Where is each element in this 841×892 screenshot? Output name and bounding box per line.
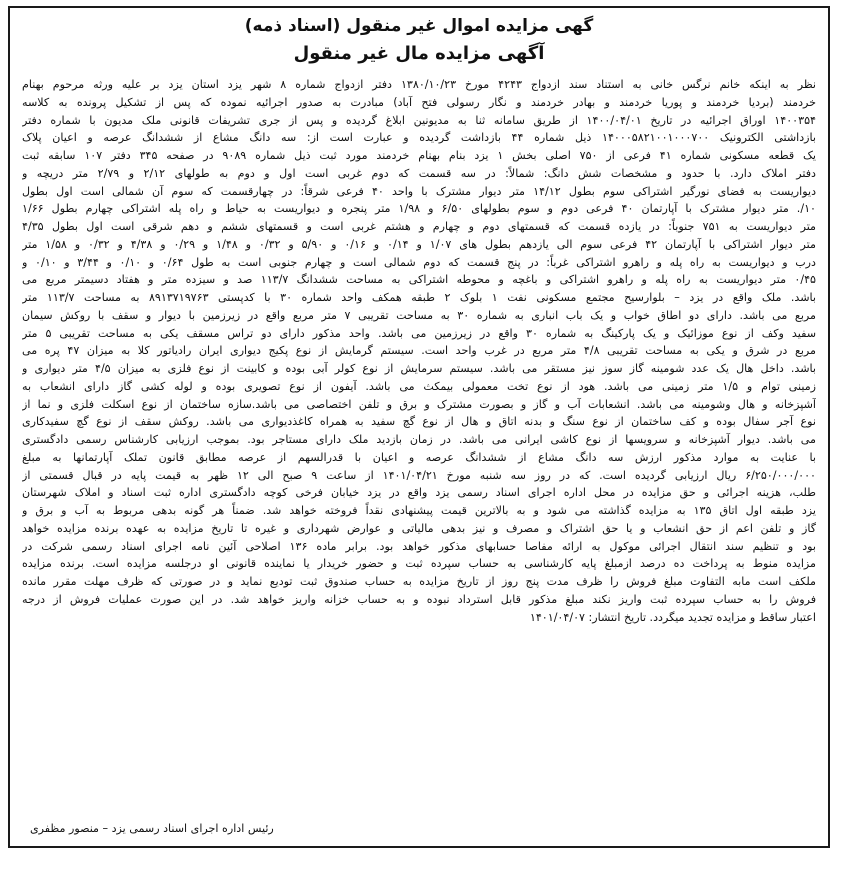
notice-line: نوع آجر سفال بوده و کف ساختمان از نوع سنگ و بدنه اتاق و هال از نوع گچ سفید به همراه کاغذدیواری می باشد. روکش سقف از نوع گچ سفیدکاری [22, 415, 816, 429]
notice-line: مربع می باشد. دارای دو اطاق خواب و یک باب انباری به شماره ۳۰ به مساحت تقریبی ۷ متر مربع واقع در زیرزمین با دیوار و سقف با روکش سیمان [22, 308, 816, 322]
notice-line: می باشد. دیوار آشپزخانه و سرویسها از نوع کاشی ایرانی می باشد. در زمان بازدید ملک دارای مستاجر بود. بموجب ارزیابی کارشناس رسمی دادگستری [22, 433, 816, 446]
notice-line: ۶/۲۵۰/۰۰۰/۰۰۰ ریال ارزیابی گردیده است. که در روز سه شنبه مورخ ۱۴۰۱/۰۴/۲۱ از ساعت ۹ صبح الی ۱۲ ظهر به قیمت پایه در قبال قسمتی از [22, 468, 816, 482]
notice-line: نظر به اینکه خانم نرگس خانی به استناد سند ازدواج ۴۲۴۳ مورخ ۱۳۸۰/۱۰/۲۳ دفتر ازدواج شماره ۸ شهر یزد استان یزد بر علیه ورثه مرحوم بهنام [22, 78, 816, 91]
notice-line: باشد. داخل هال یک عدد شومینه گاز سوز نیز مستقر می باشد. سیستم سرمایش از نوع کولر آبی بوده و کابینت از نوع فلزی به میزان ۴/۵ متر دیواری و [22, 362, 816, 375]
notice-subtitle: آگهی مزایده مال غیر منقول [293, 43, 545, 64]
auction-notice [8, 6, 830, 848]
notice-signature-row [22, 820, 816, 840]
notice-signature: رئیس اداره اجرای اسناد رسمی یزد – منصور مظفری [30, 822, 274, 835]
notice-line: بود و تنظیم سند انتقال اجرائی موکول به ارائه مفاصا حسابهای مذکور خواهد بود. برابر ماده ۱۳۶ اصلاحی آئین نامه اجرای اسناد رسمی شرکت در [22, 539, 816, 553]
notice-line: ۰/۴۵ متر دیواریست به راه پله و راهرو اشتراکی و باغچه و محوطه اشتراکی به مساحت ششدانگ ۱۱۳/۷ صد و سیزده متر و هفتاد دسیمتر مربع می [22, 273, 816, 287]
notice-line: ۱۰/. متر دیوار مشترک با آپارتمان ۴۰ فرعی دوم و سوم بطولهای ۶/۵۰ و ۱/۹۸ متر پنجره و دیواریست به حیاط و راه پله اشتراکی چهارم بطول ۱/۶۶ [22, 202, 816, 216]
notice-line: زمینی توام و ۱/۵ متر زمینی می باشد. هود از نوع تخت معمولی بیمکث می باشد. آیفون از نوع تصویری بوده و لوله کشی گاز دارای انشعاب به [22, 379, 816, 393]
notice-line: درب و دیواریست به راه پله و راهرو اشتراکی غرباً: در پنج قسمت که دوم شمالی است و چهارم جنوبی است به طول ۰/۶۴ و ۰/۱۰ و ۳/۴۴ و ۰/۱۰ و [22, 255, 816, 269]
notice-line: متر دیواریست به ۷۵۱ جنوباً: در یازده قسمت که قسمتهای دوم و چهارم و هشتم غربی است و قسمتهای ششم و دهم شرقی است اول بطول ۴/۳۵ [22, 220, 816, 233]
notice-line: متر دیوار اشتراکی با آپارتمان ۴۲ فرعی سوم الی یازدهم بطول های ۱/۰۷ و ۰/۱۴ و ۰/۱۶ و ۵/۹۰ و ۰/۳۲ و ۱/۴۸ و ۰/۲۹ و ۴/۳۸ و ۰/۳۲ و ۱/۵۸ متر [22, 237, 816, 251]
notice-line: طلب، هزینه اجرائی و حق مزایده در محل اداره اجرای اسناد رسمی یزد واقع در یزد خیابان فرخی کوچه دادگستری اداره ثبت اسناد و املاک شهرستان [22, 486, 816, 500]
notice-line: اعتبار ساقط و مزایده تجدید میگردد. تاریخ انتشار: ۱۴۰۱/۰۴/۰۷ [529, 610, 816, 624]
notice-line: فروش را به حساب سپرده ثبت واریز نکند مبلغ مذکور قابل استرداد نبوده و به حساب خزانه واریز خواهد شد. در این صورت عملیات فروش از درجه [22, 592, 816, 606]
notice-line: خردمند (بردیا خردمند و پوریا خردمند و بهادر خردمند و نگار رسولی فتح آباد) مبادرت به صدور اجرائیه نموده که پس از تشکیل پرونده به کلاسه [22, 95, 816, 109]
notice-line: مربع در شرق و یکی به مساحت تقریبی ۴/۸ متر مربع در غرب واحد است. سیستم گرمایش از نوع پکیج دیواری ایران رادیاتور کلا به میزان ۴۷ پره می [22, 344, 816, 358]
notice-line: با عنایت به موارد مذکور ارزش سه دانگ مشاع از ششدانگ عرصه و اعیان با قدرالسهم از عرصه مطابق قانون تملک آپارتمانها به مبلغ [22, 450, 816, 464]
notice-line: ۱۴۰۰۳۵۴ اوراق اجرائیه در تاریخ ۱۴۰۰/۰۴/۰۱ از طریق سامانه ثنا به مدیونین ابلاغ گردیده و پس از جری تشریفات قانونی ملک مدیون با شماره دفتر [22, 113, 816, 127]
notice-line: آشپزخانه و هال وشومینه می باشد. انشعابات آب و گاز و بصورت مشترک و برق و تلفن اختصاصی می باشد.سازه ساختمان از نوع اسکلت فلزی و نما از [22, 397, 816, 411]
notice-line: گاز و تلفن اعم از حق انشعاب و یا حق اشتراک و مصرف و نیز بدهی مالیاتی و عوارض شهرداری و غیره تا تاریخ مزایده به عهده برنده مزایده خواهد [22, 521, 816, 535]
notice-title: گهی مزایده اموال غیر منقول (اسناد ذمه) [244, 16, 594, 36]
notice-line: دفتر املاک دارد. با حدود و مشخصات شش دانگ: شمالاً: در سه قسمت که دوم غربی است اول و دوم به طولهای ۲/۱۲ و ۲/۷۹ متر دریچه و [22, 166, 816, 180]
notice-line: مزایده منوط به پرداخت ده درصد ازمبلغ پایه کارشناسی به حساب سپرده ثبت و حضور خریدار یا نماینده قانونی او درجلسه مزایده است. برنده مزایده [22, 557, 816, 571]
notice-line: بازداشتی الکترونیک ۱۴۰۰۰۵۸۲۱۰۰۱۰۰۰۷۰۰ ذیل شماره ۴۴ بازداشت گردیده و عبارت است از: سه دانگ مشاع از ششدانگ عرصه و اعیان پلاک [22, 131, 816, 145]
notice-line: ملکف است مابه التفاوت مبلغ فروش را ظرف مدت پنج روز از تاریخ مزایده به حساب صندوق ثبت تودیع نماید و در صورتی که ظرف مهلت مقرر مانده [22, 575, 816, 588]
notice-line: دیواریست به فضای نورگیر اشتراکی سوم بطول ۱۴/۱۲ متر دیوار مشترک با واحد ۴۰ فرعی شرقاً: در چهارقسمت که سوم آن شمالی است اول بطول [22, 184, 816, 198]
notice-line: یک قطعه مسکونی شماره ۴۱ فرعی از ۷۵۰ اصلی بخش ۱ یزد بنام بهنام خردمند مورد ثبت ذیل شماره ۹۰۸۹ در صفحه ۳۴۵ دفتر ۱۰۷ سابقه ثبت [22, 149, 816, 162]
notice-line: یزد طبقه اول اتاق ۱۳۵ به مزایده گذاشته می شود و به بالاترین قیمت پیشنهادی نقداً فروخته خواهد شد. ضمناً هر گونه بدهی مربوط به آب و برق و [22, 504, 816, 517]
notice-line: سفید وکف از نوع موزائیک و یک پارکینگ به شماره ۳۰ واقع در زیرزمین می باشد. واحد مذکور دارای دو تراس مسقف یکی به مساحت تقریبی ۵ متر [22, 326, 816, 340]
notice-body [22, 76, 816, 626]
notice-line: باشد. ملک واقع در یزد – بلوارسیح مجتمع مسکونی نفت ۱ بلوک ۲ طبقه همکف واحد شماره ۳۰ با کدپستی ۸۹۱۳۷۱۹۷۶۳ به مساحت ۱۱۳/۷ متر [22, 291, 816, 304]
